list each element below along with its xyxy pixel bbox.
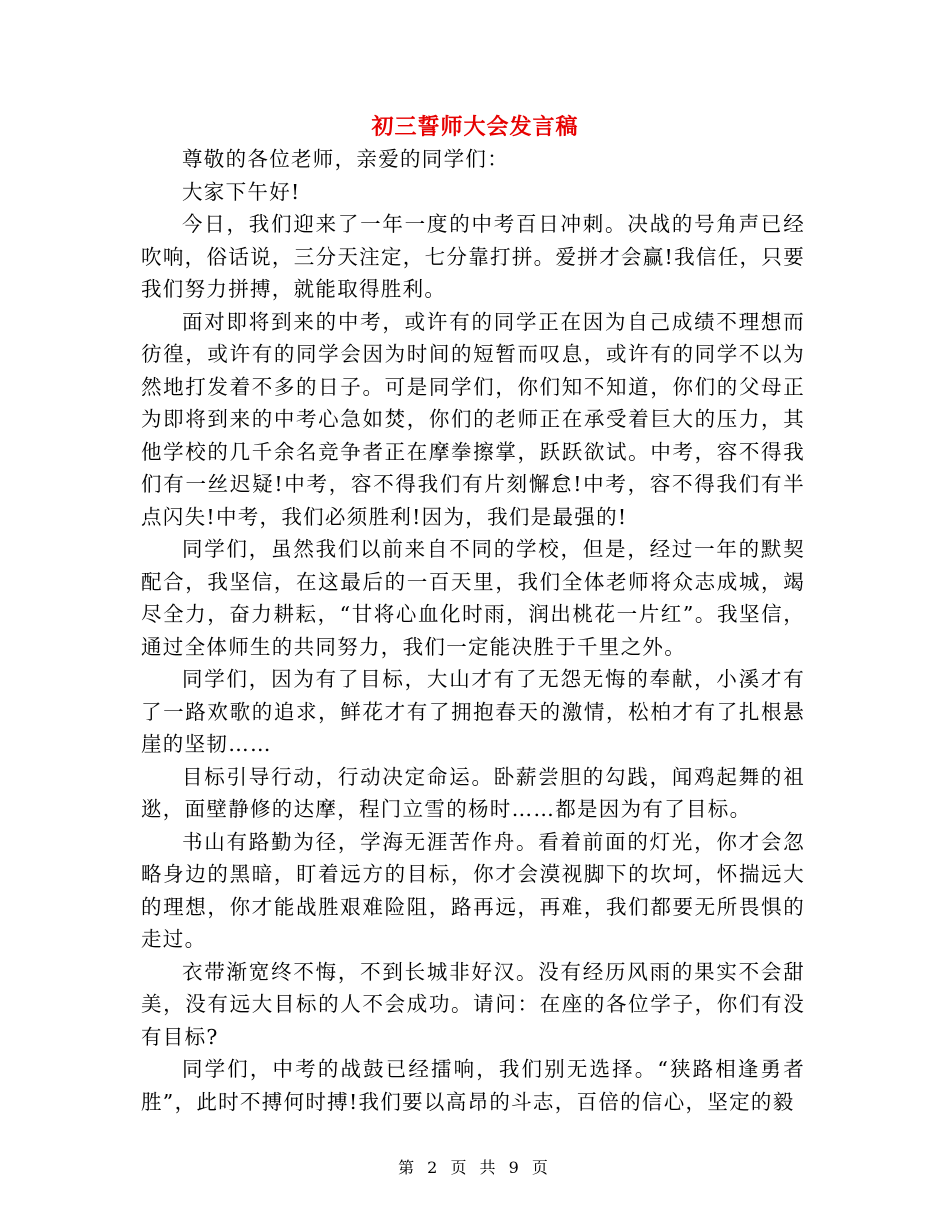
paragraph-salutation: 尊敬的各位老师，亲爱的同学们： (182, 147, 509, 171)
document-body (141, 143, 805, 1118)
paragraph-greeting: 大家下午好! (182, 179, 301, 204)
paragraph: 目标引导行动，行动决定命运。卧薪尝胆的勾践，闻鸡起舞的祖逖，面壁静修的达摩，程门立雪的杨时……都是因为有了目标。 (141, 764, 805, 821)
paragraph: 衣带渐宽终不悔，不到长城非好汉。没有经历风雨的果实不会甜美，没有远大目标的人不会成功。请问：在座的各位学子，你们有没有目标? (141, 959, 805, 1049)
paragraph: 书山有路勤为径，学海无涯苦作舟。看着前面的灯光，你才会忽略身边的黑暗，盯着远方的目标，你才会漠视脚下的坎坷，怀揣远大的理想，你才能战胜艰难险阻，路再远，再难，我们都要无所畏惧的走过。 (141, 829, 805, 951)
document-title: 初三誓师大会发言稿 (371, 114, 579, 140)
paragraph: 面对即将到来的中考，或许有的同学正在因为自己成绩不理想而彷徨，或许有的同学会因为时间的短暂而叹息，或许有的同学不以为然地打发着不多的日子。可是同学们，你们知不知道，你们的父母正为即将到来的中考心急如焚，你们的老师正在承受着巨大的压力，其他学校的几千余名竞争者正在摩拳擦掌，跃跃欲试。中考，容不得我们有一丝迟疑!中考，容不得我们有片刻懈怠!中考，容不得我们有半点闪失!中考，我们必须胜利!因为，我们是最强的! (141, 309, 805, 529)
paragraph: 今日，我们迎来了一年一度的中考百日冲刺。决战的号角声已经吹响，俗话说，三分天注定，七分靠打拼。爱拼才会赢!我信任，只要我们努力拼搏，就能取得胜利。 (141, 212, 805, 301)
paragraph: 同学们，因为有了目标，大山才有了无怨无悔的奉献，小溪才有了一路欢歌的追求，鲜花才有了拥抱春天的激情，松柏才有了扎根悬崖的坚韧…… (141, 667, 805, 756)
paragraph: 同学们，虽然我们以前来自不同的学校，但是，经过一年的默契配合，我坚信，在这最后的一百天里，我们全体老师将众志成城，竭尽全力，奋力耕耘，“甘将心血化时雨，润出桃花一片红”。我坚信，通过全体师生的共同努力，我们一定能决胜于千里之外。 (141, 537, 805, 659)
paragraph: 同学们，中考的战鼓已经擂响，我们别无选择。“狭路相逢勇者胜”，此时不搏何时搏!我们要以高昂的斗志，百倍的信心，坚定的毅 (141, 1057, 805, 1114)
page-number-footer: 第 2 页 共 9 页 (398, 1158, 552, 1177)
